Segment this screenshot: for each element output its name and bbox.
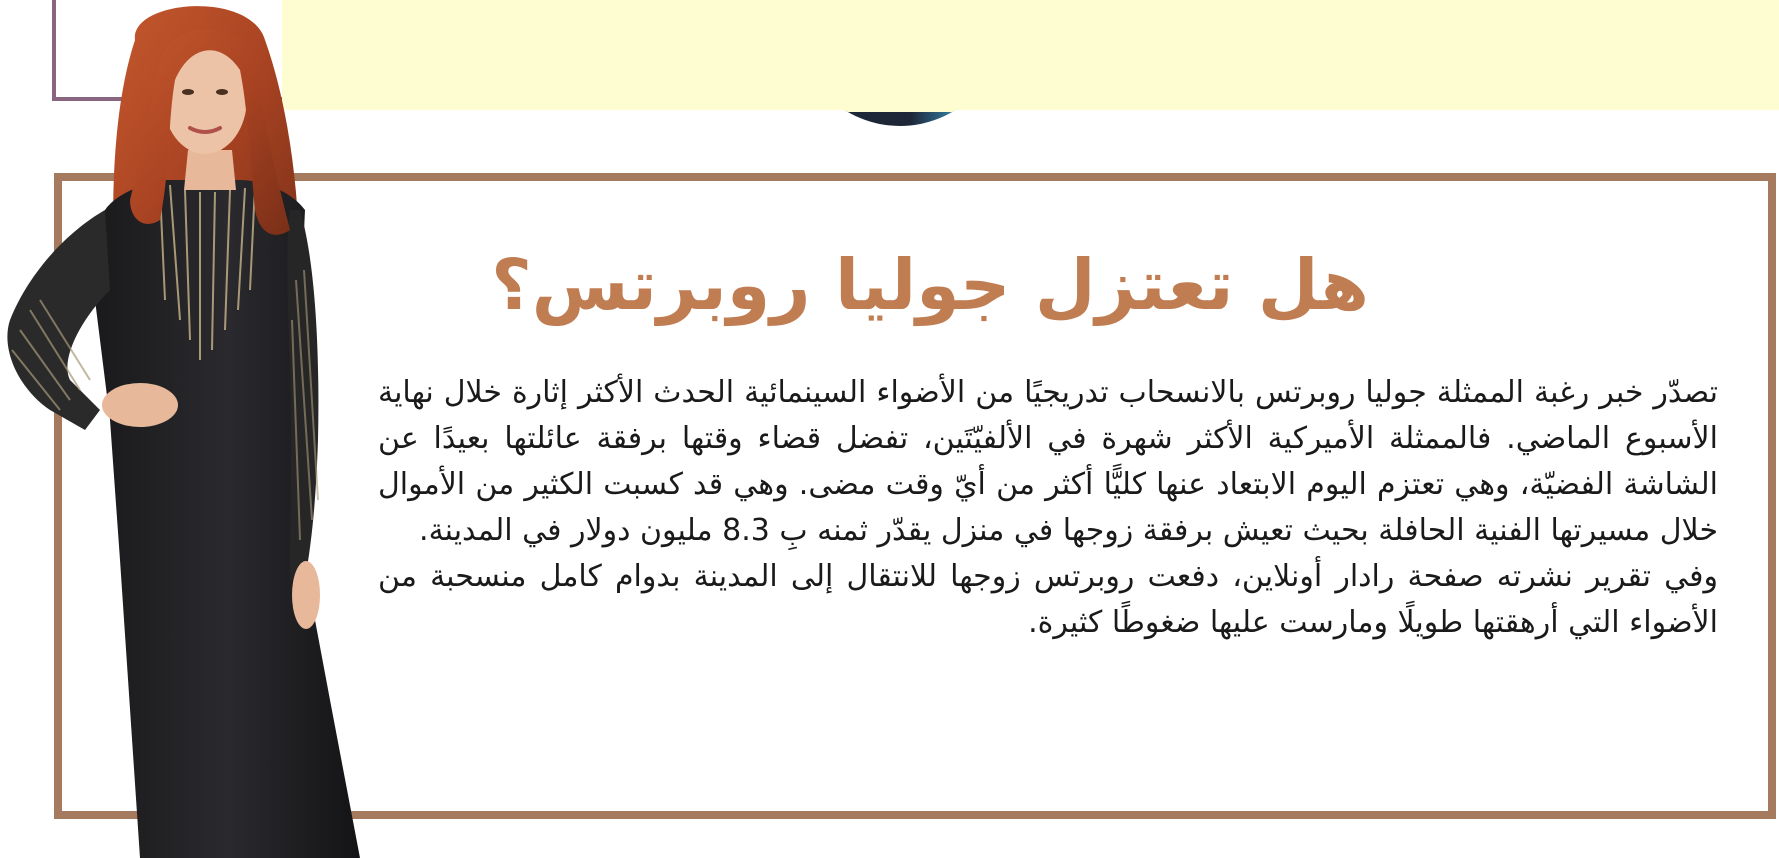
article-body — [378, 370, 1718, 646]
woman-in-black-gown-photo — [0, 0, 360, 858]
article-paragraph-2: وفي تقرير نشرته صفحة رادار أونلاين، دفعت روبرتس زوجها للانتقال إلى المدينة بدوام كامل منسحبة من الأضواء التي أرهقتها طويلًا ومارست عليها ضغوطًا كثيرة. — [378, 559, 1718, 640]
article-paragraph-1: تصدّر خبر رغبة الممثلة جوليا روبرتس بالانسحاب تدريجيًا من الأضواء السينمائية الحدث الأكثر إثارة خلال نهاية الأسبوع الماضي. فالممثلة الأميركية الأكثر شهرة في الألفيّتَين، تفضل قضاء وقتها برفقة عائلتها بعيدًا عن الشاشة الفضيّة، وهي تعتزم اليوم الابتعاد عنها كليًّا أكثر من أيّ وقت مضى. وهي قد كسبت الكثير من الأموال خلال مسيرتها الفنية الحافلة بحيث تعيش برفقة زوجها في منزل يقدّر ثمنه بِ 8.3 مليون دولار في المدينة. — [378, 375, 1718, 548]
top-yellow-banner — [282, 0, 1779, 110]
article-headline: هل تعتزل جوليا روبرتس؟ — [491, 244, 1369, 326]
